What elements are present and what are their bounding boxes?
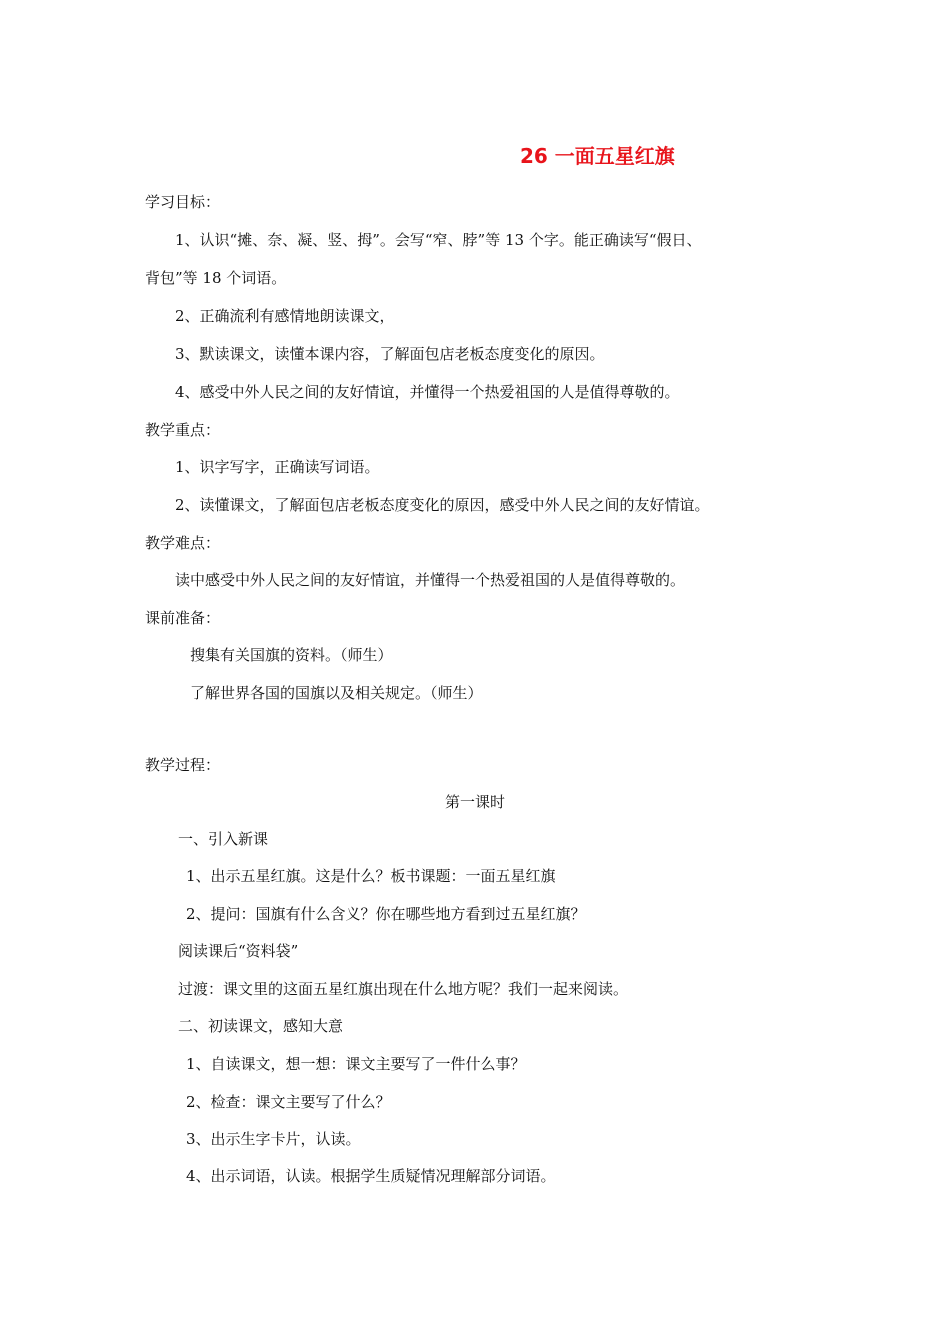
goals-heading: 学习目标：	[145, 193, 221, 211]
focus-item-1: 1、识字写字，正确读写词语。	[175, 458, 380, 476]
preparation-heading: 课前准备：	[145, 609, 221, 627]
focus-heading: 教学重点：	[145, 421, 221, 439]
section-2-item-2: 2、检查：课文主要写了什么？	[186, 1093, 391, 1111]
goal-item-1-line-2: 背包”等 18 个词语。	[145, 269, 287, 287]
difficulty-heading: 教学难点：	[145, 534, 221, 552]
section-2-heading: 二、初读课文，感知大意	[178, 1017, 344, 1035]
focus-item-2: 2、读懂课文，了解面包店老板态度变化的原因，感受中外人民之间的友好情谊。	[175, 496, 710, 514]
goal-item-2: 2、正确流利有感情地朗读课文，	[175, 307, 395, 325]
section-1-transition: 过渡：课文里的这面五星红旗出现在什么地方呢？我们一起来阅读。	[178, 980, 629, 998]
section-1-item-1: 1、出示五星红旗。这是什么？板书课题：一面五星红旗	[186, 867, 556, 885]
preparation-item-1: 搜集有关国旗的资料。（师生）	[190, 646, 393, 664]
section-2-item-1: 1、自读课文，想一想：课文主要写了一件什么事？	[186, 1055, 526, 1073]
lesson-heading: 第一课时	[444, 793, 505, 811]
preparation-item-2: 了解世界各国的国旗以及相关规定。（师生）	[190, 684, 483, 702]
difficulty-text: 读中感受中外人民之间的友好情谊，并懂得一个热爱祖国的人是值得尊敬的。	[175, 571, 686, 589]
goal-item-1-line-1: 1、认识“摊、奈、凝、竖、拇”。会写“窄、脖”等 13 个字。能正确读写“假日、	[175, 231, 702, 249]
document-title: 26 一面五星红旗	[520, 144, 675, 168]
process-heading: 教学过程：	[145, 756, 221, 774]
goal-item-3: 3、默读课文，读懂本课内容，了解面包店老板态度变化的原因。	[175, 345, 605, 363]
section-1-reading: 阅读课后“资料袋”	[178, 942, 299, 960]
section-2-item-3: 3、出示生字卡片，认读。	[186, 1130, 361, 1148]
goal-item-4: 4、感受中外人民之间的友好情谊，并懂得一个热爱祖国的人是值得尊敬的。	[175, 383, 680, 401]
section-1-heading: 一、引入新课	[178, 830, 269, 848]
section-1-item-2: 2、提问：国旗有什么含义？你在哪些地方看到过五星红旗？	[186, 905, 586, 923]
section-2-item-4: 4、出示词语，认读。根据学生质疑情况理解部分词语。	[186, 1167, 556, 1185]
